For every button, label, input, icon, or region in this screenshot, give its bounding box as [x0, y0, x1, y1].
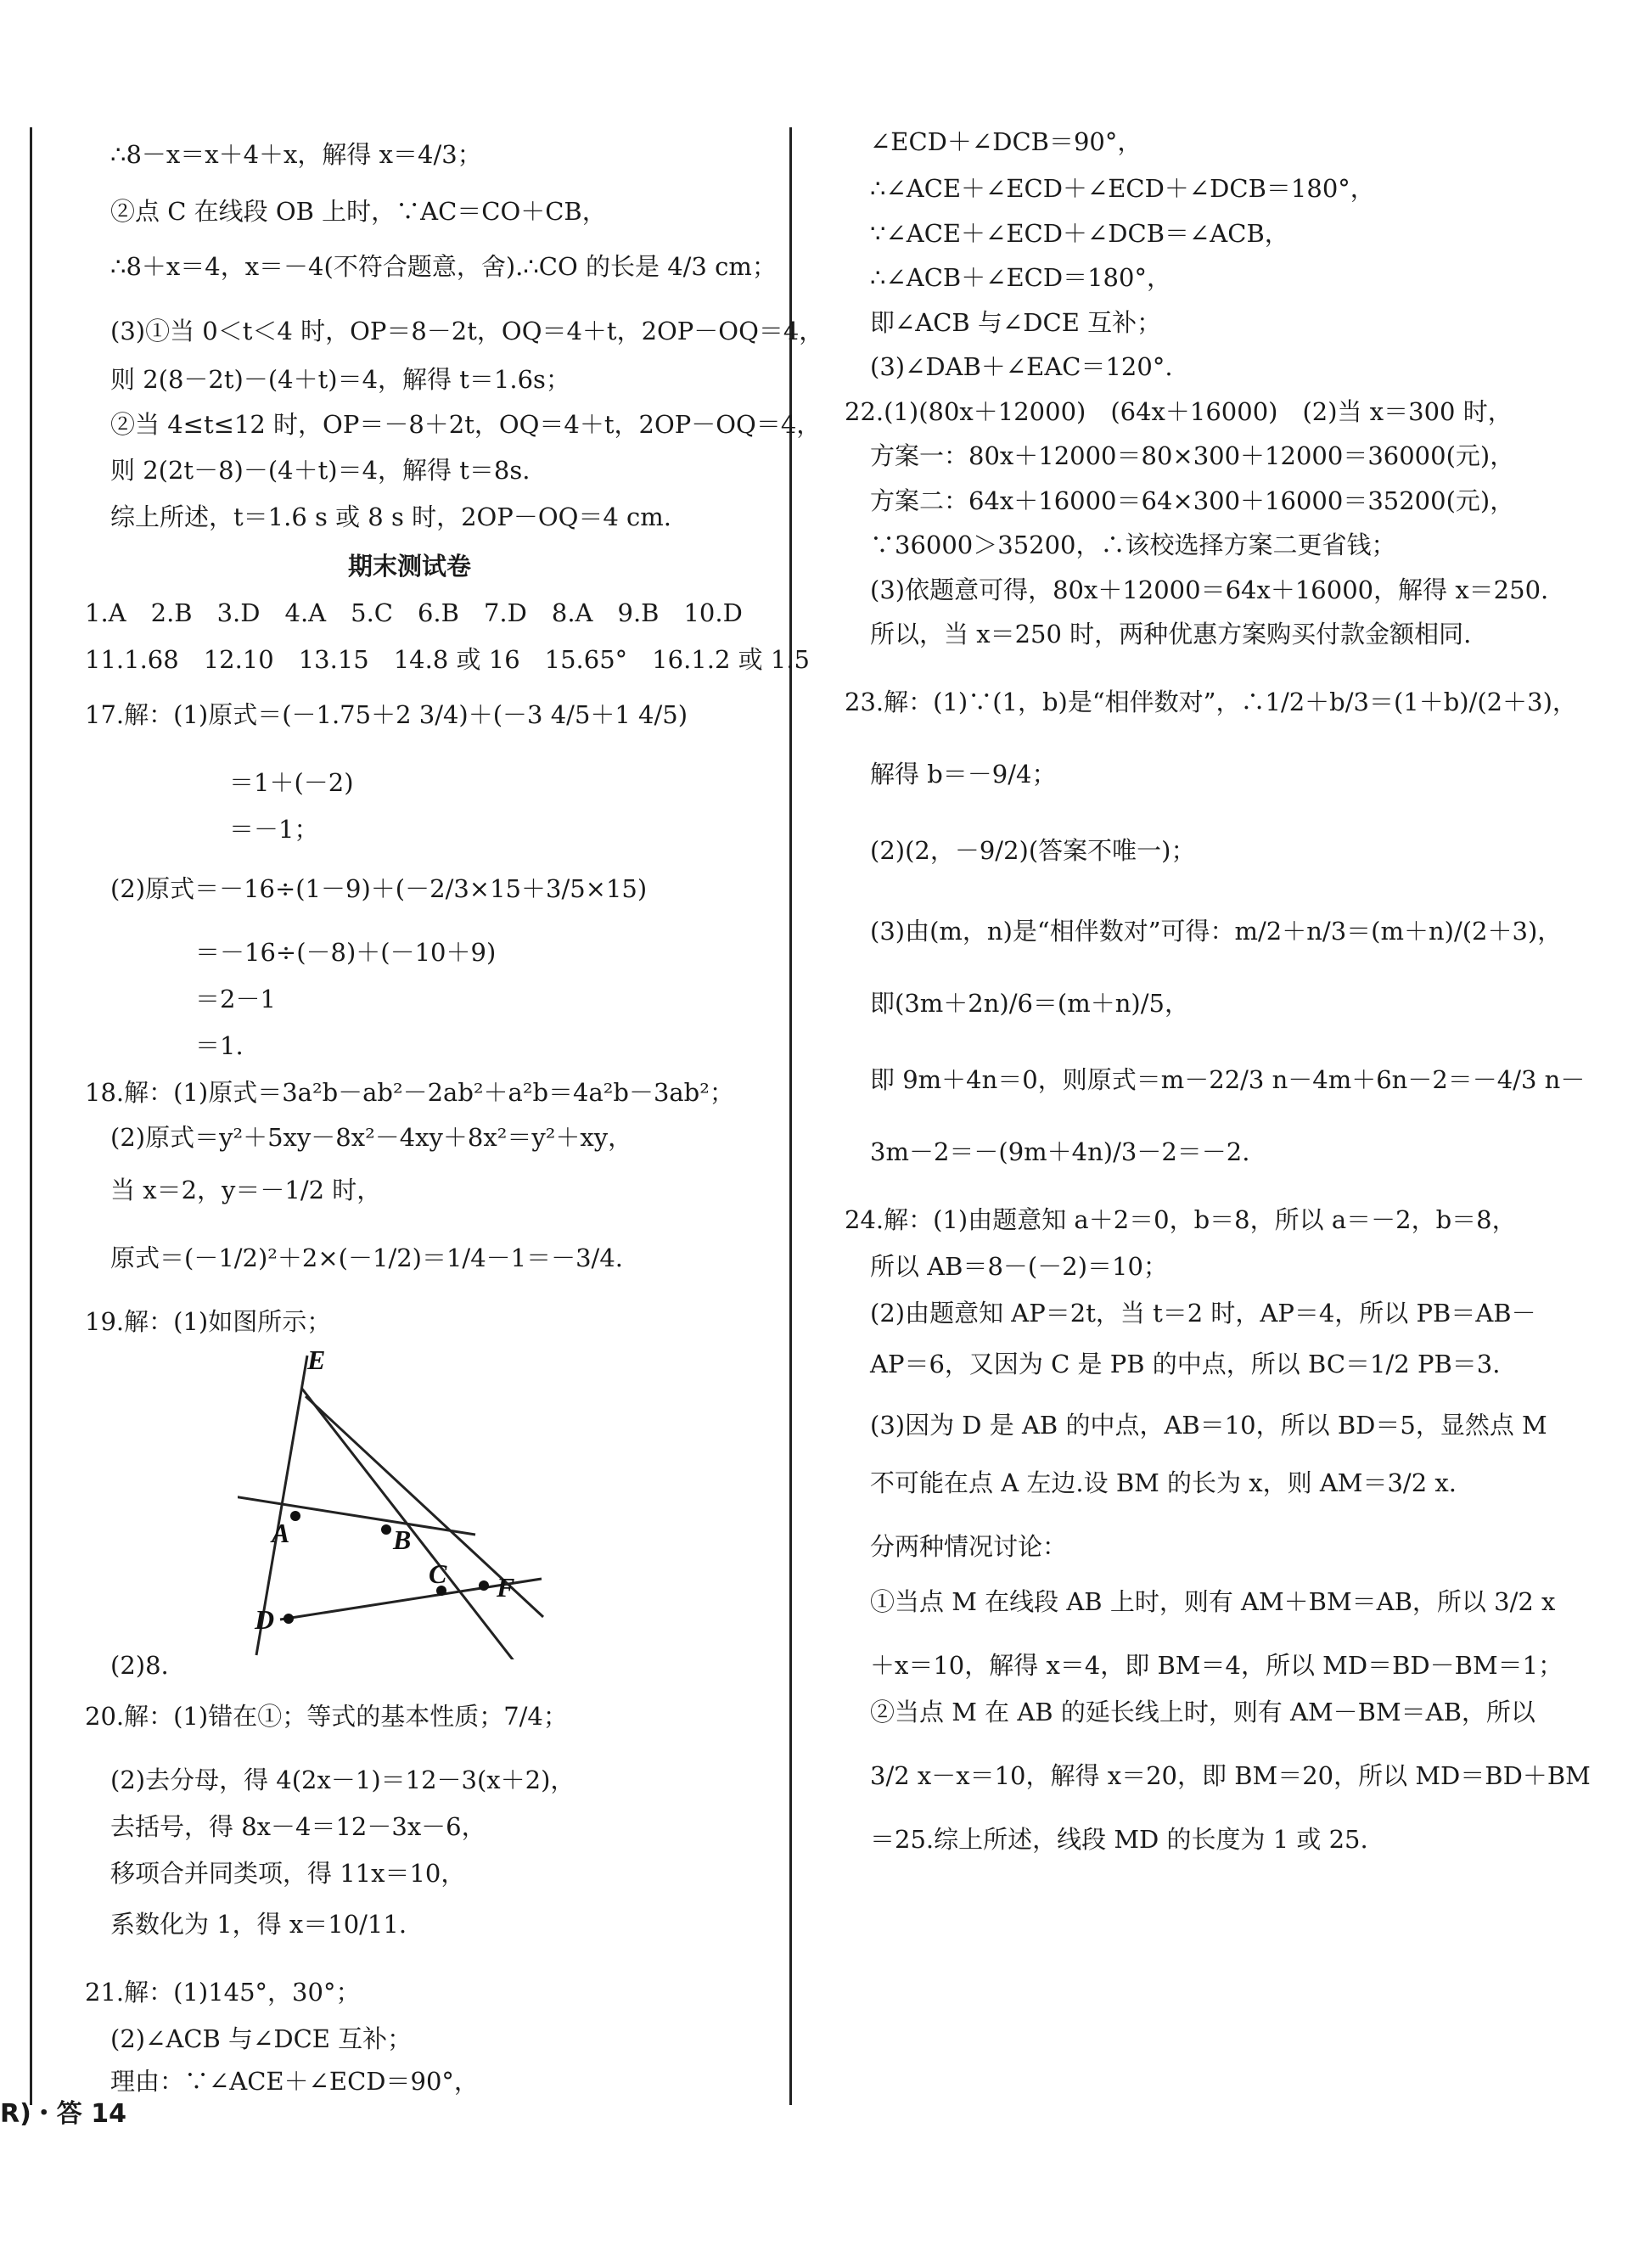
text-line: 则 2(8－2t)－(4＋t)＝4，解得 t＝1.6s； [110, 365, 570, 394]
text-line: 即 9m＋4n＝0，则原式＝m－22/3 n－4m＋6n－2＝－4/3 n－ [870, 1065, 1586, 1094]
text-line: AP＝6，又因为 C 是 PB 的中点，所以 BC＝1/2 PB＝3. [870, 1350, 1501, 1378]
text-line: 移项合并同类项，得 11x＝10， [110, 1859, 466, 1888]
text-line: (2)∠ACB 与∠DCE 互补； [110, 2024, 413, 2053]
text-line: 不可能在点 A 左边.设 BM 的长为 x，则 AM＝3/2 x. [870, 1468, 1457, 1497]
text-line: 3m－2＝－(9m＋4n)/3－2＝－2. [870, 1137, 1250, 1166]
page-footer: R)・答 14 [0, 2099, 127, 2129]
text-line: (2)由题意知 AP＝2t，当 t＝2 时，AP＝4，所以 PB＝AB－ [870, 1299, 1536, 1328]
text-line: 即(3m＋2n)/6＝(m＋n)/5， [870, 989, 1189, 1018]
label-a: A [272, 1518, 290, 1548]
text-line: ＝1＋(－2) [229, 768, 354, 797]
label-b: B [393, 1524, 412, 1555]
section-title: 期末测试卷 [348, 552, 472, 581]
text-line: 21.解：(1)145°，30°； [85, 1978, 361, 2007]
text-line: (3)①当 0＜t＜4 时，OP＝8－2t，OQ＝4＋t，2OP－OQ＝4， [110, 317, 824, 345]
text-line: (2)原式＝y²＋5xy－8x²－4xy＋8x²＝y²＋xy， [110, 1123, 633, 1152]
text-line: (3)依题意可得，80x＋12000＝64x＋16000，解得 x＝250. [870, 575, 1549, 604]
text-line: 则 2(2t－8)－(4＋t)＝4，解得 t＝8s. [110, 456, 531, 485]
text-line: 3/2 x－x＝10，解得 x＝20，即 BM＝20，所以 MD＝BD＋BM [870, 1761, 1591, 1790]
text-line: ∵∠ACE＋∠ECD＋∠DCB＝∠ACB， [870, 219, 1289, 248]
line-eb [301, 1388, 539, 1659]
text-line: ＝1. [195, 1031, 244, 1060]
text-line: ＝25.综上所述，线段 MD 的长度为 1 或 25. [870, 1825, 1368, 1854]
text-line: (2)(2，－9/2)(答案不唯一)； [870, 836, 1196, 865]
text-line: 24.解：(1)由题意知 a＋2＝0，b＝8，所以 a＝－2，b＝8， [845, 1205, 1517, 1234]
text-line: ②当点 M 在 AB 的延长线上时，则有 AM－BM＝AB，所以 [870, 1698, 1535, 1726]
text-line: ∴∠ACB＋∠ECD＝180°， [870, 263, 1171, 292]
text-line: ∴8＋x＝4，x＝－4(不符合题意，舍).∴CO 的长是 4/3 cm； [110, 252, 777, 281]
text-line: ∵36000＞35200，∴该校选择方案二更省钱； [870, 531, 1396, 559]
text-line: 理由：∵∠ACE＋∠ECD＝90°， [110, 2067, 479, 2096]
text-line: 23.解：(1)∵(1，b)是“相伴数对”，∴1/2＋b/3＝(1＋b)/(2＋3)， [845, 688, 1577, 716]
text-line: ＝－1； [229, 815, 319, 844]
text-line: (3)由(m，n)是“相伴数对”可得：m/2＋n/3＝(m＋n)/(2＋3)， [870, 917, 1563, 946]
answer-line: 1.A 2.B 3.D 4.A 5.C 6.B 7.D 8.A 9.B 10.D [85, 598, 743, 627]
text-line: ＝2－1 [195, 985, 276, 1013]
text-line: ∴∠ACE＋∠ECD＋∠ECD＋∠DCB＝180°， [870, 174, 1375, 203]
point-a [290, 1511, 300, 1521]
text-line: (3)∠DAB＋∠EAC＝120°. [870, 352, 1173, 381]
text-line: 解得 b＝－9/4； [870, 760, 1057, 789]
text-line: 17.解：(1)原式＝(－1.75＋2 3/4)＋(－3 4/5＋1 4/5) [85, 700, 688, 729]
text-line: 即∠ACB 与∠DCE 互补； [870, 308, 1162, 337]
text-line: 所以，当 x＝250 时，两种优惠方案购买付款金额相同. [870, 620, 1472, 648]
text-line: 所以 AB＝8－(－2)＝10； [870, 1252, 1168, 1281]
label-d: D [255, 1604, 275, 1635]
text-line: 系数化为 1，得 x＝10/11. [110, 1910, 407, 1939]
geometry-figure [238, 1345, 628, 1659]
text-line: 20.解：(1)错在①；等式的基本性质；7/4； [85, 1702, 568, 1731]
text-line: 综上所述，t＝1.6 s 或 8 s 时，2OP－OQ＝4 cm. [110, 502, 671, 531]
text-line: 当 x＝2，y＝－1/2 时， [110, 1176, 382, 1204]
point-f [479, 1580, 489, 1591]
text-line: ＝－16÷(－8)＋(－10＋9) [195, 938, 497, 967]
text-line: 分两种情况讨论： [870, 1532, 1068, 1561]
answer-line: 11.1.68 12.10 13.15 14.8 或 16 15.65° 16.1.2 或 1.5 [85, 645, 810, 674]
text-line: (3)因为 D 是 AB 的中点，AB＝10，所以 BD＝5，显然点 M [870, 1411, 1547, 1440]
text-line: 19.解：(1)如图所示； [85, 1307, 332, 1336]
label-f: F [497, 1572, 515, 1603]
left-margin-rule [30, 127, 32, 2105]
text-line: (2)8. [110, 1651, 169, 1680]
text-line: (2)原式＝－16÷(1－9)＋(－2/3×15＋3/5×15) [110, 874, 648, 903]
text-line: ②当 4≤t≤12 时，OP＝－8＋2t，OQ＝4＋t，2OP－OQ＝4， [110, 410, 822, 439]
text-line: 方案二：64x＋16000＝64×300＋16000＝35200(元)， [870, 486, 1515, 515]
text-line: 原式＝(－1/2)²＋2×(－1/2)＝1/4－1＝－3/4. [110, 1243, 623, 1272]
text-line: 去括号，得 8x－4＝12－3x－6， [110, 1812, 486, 1841]
text-line: ①当点 M 在线段 AB 上时，则有 AM＋BM＝AB，所以 3/2 x [870, 1587, 1556, 1616]
text-line: 22.(1)(80x＋12000) (64x＋16000) (2)当 x＝300 时， [845, 397, 1513, 426]
text-line: 18.解：(1)原式＝3a²b－ab²－2ab²＋a²b＝4a²b－3ab²； [85, 1078, 734, 1107]
text-line: ∴8－x＝x＋4＋x，解得 x＝4/3； [110, 140, 482, 169]
text-line: (2)去分母，得 4(2x－1)＝12－3(x＋2)， [110, 1766, 575, 1794]
text-line: ②点 C 在线段 OB 上时，∵AC＝CO＋CB， [110, 197, 607, 226]
label-e: E [307, 1345, 326, 1375]
point-b [381, 1524, 391, 1535]
text-line: ＋x＝10，解得 x＝4，即 BM＝4，所以 MD＝BD－BM＝1； [870, 1651, 1563, 1680]
label-c: C [429, 1558, 447, 1589]
text-line: ∠ECD＋∠DCB＝90°， [870, 127, 1142, 156]
point-d [283, 1614, 294, 1624]
text-line: 方案一：80x＋12000＝80×300＋12000＝36000(元)， [870, 441, 1515, 470]
